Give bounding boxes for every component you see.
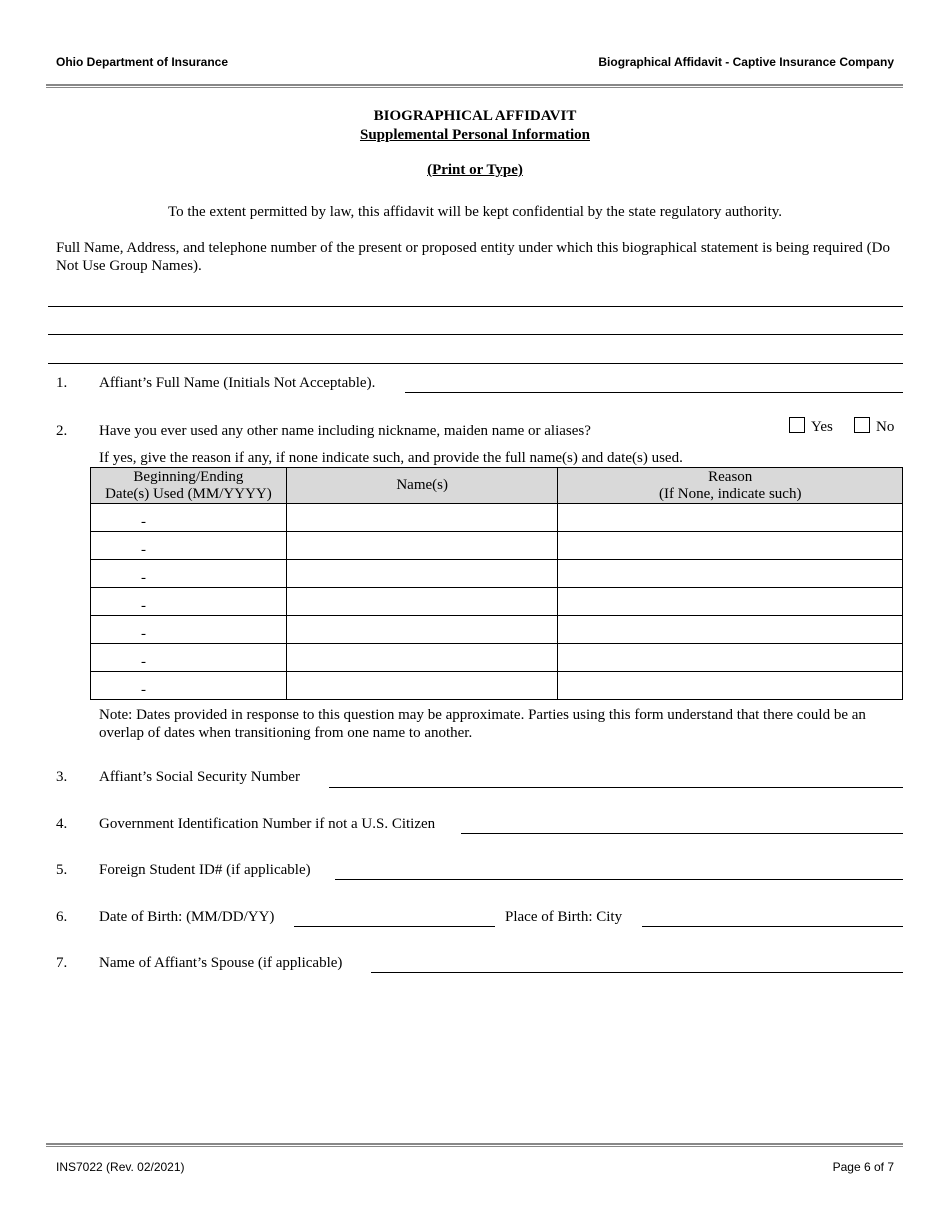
date-cell[interactable]: - xyxy=(91,560,287,588)
entity-line-3[interactable] xyxy=(48,363,903,364)
yes-checkbox[interactable] xyxy=(789,417,805,433)
q2-label: Have you ever used any other name including nickname, maiden name or aliases? xyxy=(99,423,591,439)
reason-cell[interactable] xyxy=(558,616,903,644)
col-header-reason-text: Reason (If None, indicate such) xyxy=(659,468,802,502)
no-checkbox[interactable] xyxy=(854,417,870,433)
col-header-reason xyxy=(558,468,903,504)
entity-line-2[interactable] xyxy=(48,334,903,335)
name-cell[interactable] xyxy=(286,532,558,560)
reason-cell[interactable] xyxy=(558,532,903,560)
col-header-names-text: Name(s) xyxy=(396,477,448,493)
name-cell[interactable] xyxy=(286,672,558,700)
yes-option[interactable] xyxy=(789,417,833,436)
gov-id-field[interactable] xyxy=(461,815,903,834)
spouse-name-field[interactable] xyxy=(371,954,903,973)
page-title: BIOGRAPHICAL AFFIDAVIT xyxy=(373,108,577,124)
table-row xyxy=(91,532,903,560)
col-header-dates xyxy=(91,468,287,504)
q1-label: Affiant’s Full Name (Initials Not Acceptable). xyxy=(99,375,376,391)
print-instruction: (Print or Type) xyxy=(427,162,523,178)
footer-form-number: INS7022 (Rev. 02/2021) xyxy=(56,1160,185,1174)
col-header-names xyxy=(286,468,558,504)
date-cell[interactable]: - xyxy=(91,504,287,532)
page-subtitle: Supplemental Personal Information xyxy=(359,127,590,143)
date-cell[interactable]: - xyxy=(91,672,287,700)
table-row xyxy=(91,504,903,532)
reason-cell[interactable] xyxy=(558,560,903,588)
reason-cell[interactable] xyxy=(558,644,903,672)
date-cell[interactable]: - xyxy=(91,644,287,672)
name-cell[interactable] xyxy=(286,560,558,588)
confidential-note: To the extent permitted by law, this affidavit will be kept confidential by the state regulatory authority. xyxy=(167,204,783,220)
name-cell[interactable] xyxy=(286,504,558,532)
q5-label: Foreign Student ID# (if applicable) xyxy=(99,862,311,878)
header-form-title: Biographical Affidavit - Captive Insurance Company xyxy=(598,55,894,69)
reason-cell[interactable] xyxy=(558,588,903,616)
ssn-field[interactable] xyxy=(329,769,903,788)
other-names-table xyxy=(90,467,903,700)
q4-label: Government Identification Number if not a U.S. Citizen xyxy=(99,816,436,832)
header-rule xyxy=(46,84,903,88)
table-row xyxy=(91,672,903,700)
no-option[interactable] xyxy=(854,417,894,436)
q1-number: 1. xyxy=(56,375,68,391)
birth-city-field[interactable] xyxy=(642,908,903,927)
q4-number: 4. xyxy=(56,816,68,832)
q3-label: Affiant’s Social Security Number xyxy=(99,769,300,785)
name-cell[interactable] xyxy=(286,588,558,616)
reason-cell[interactable] xyxy=(558,672,903,700)
date-cell[interactable]: - xyxy=(91,588,287,616)
table-row xyxy=(91,644,903,672)
q7-label: Name of Affiant’s Spouse (if applicable) xyxy=(99,955,343,971)
entity-line-1[interactable] xyxy=(48,306,903,307)
affiant-full-name-field[interactable] xyxy=(405,374,903,393)
table-row xyxy=(91,560,903,588)
q6-number: 6. xyxy=(56,909,68,925)
no-label: No xyxy=(876,419,895,435)
header-agency: Ohio Department of Insurance xyxy=(56,55,229,69)
footer-page-number: Page 6 of 7 xyxy=(832,1160,894,1174)
yes-label: Yes xyxy=(811,419,833,435)
foreign-student-id-field[interactable] xyxy=(335,861,903,880)
name-cell[interactable] xyxy=(286,616,558,644)
q3-number: 3. xyxy=(56,769,68,785)
q2-followup: If yes, give the reason if any, if none indicate such, and provide the full name(s) and date(s) used. xyxy=(99,450,683,466)
name-cell[interactable] xyxy=(286,644,558,672)
q2-note: Note: Dates provided in response to this question may be approximate. Parties using this form understand that there could be an overlap of dates when transitioning from one name to another. xyxy=(99,707,866,741)
date-of-birth-field[interactable] xyxy=(294,908,495,927)
entity-prompt: Full Name, Address, and telephone number of the present or proposed entity under which this biographical statement is being required (Do Not Use Group Names). xyxy=(56,240,890,274)
footer-rule xyxy=(46,1143,903,1147)
col-header-dates-text: Beginning/Ending Date(s) Used (MM/YYYY) xyxy=(105,468,272,502)
q6-label: Date of Birth: (MM/DD/YY) xyxy=(99,909,275,925)
table-row xyxy=(91,588,903,616)
date-cell[interactable]: - xyxy=(91,532,287,560)
q5-number: 5. xyxy=(56,862,68,878)
q7-number: 7. xyxy=(56,955,68,971)
date-cell[interactable]: - xyxy=(91,616,287,644)
reason-cell[interactable] xyxy=(558,504,903,532)
q2-number: 2. xyxy=(56,423,68,439)
table-row xyxy=(91,616,903,644)
q6-label-city: Place of Birth: City xyxy=(505,909,623,925)
